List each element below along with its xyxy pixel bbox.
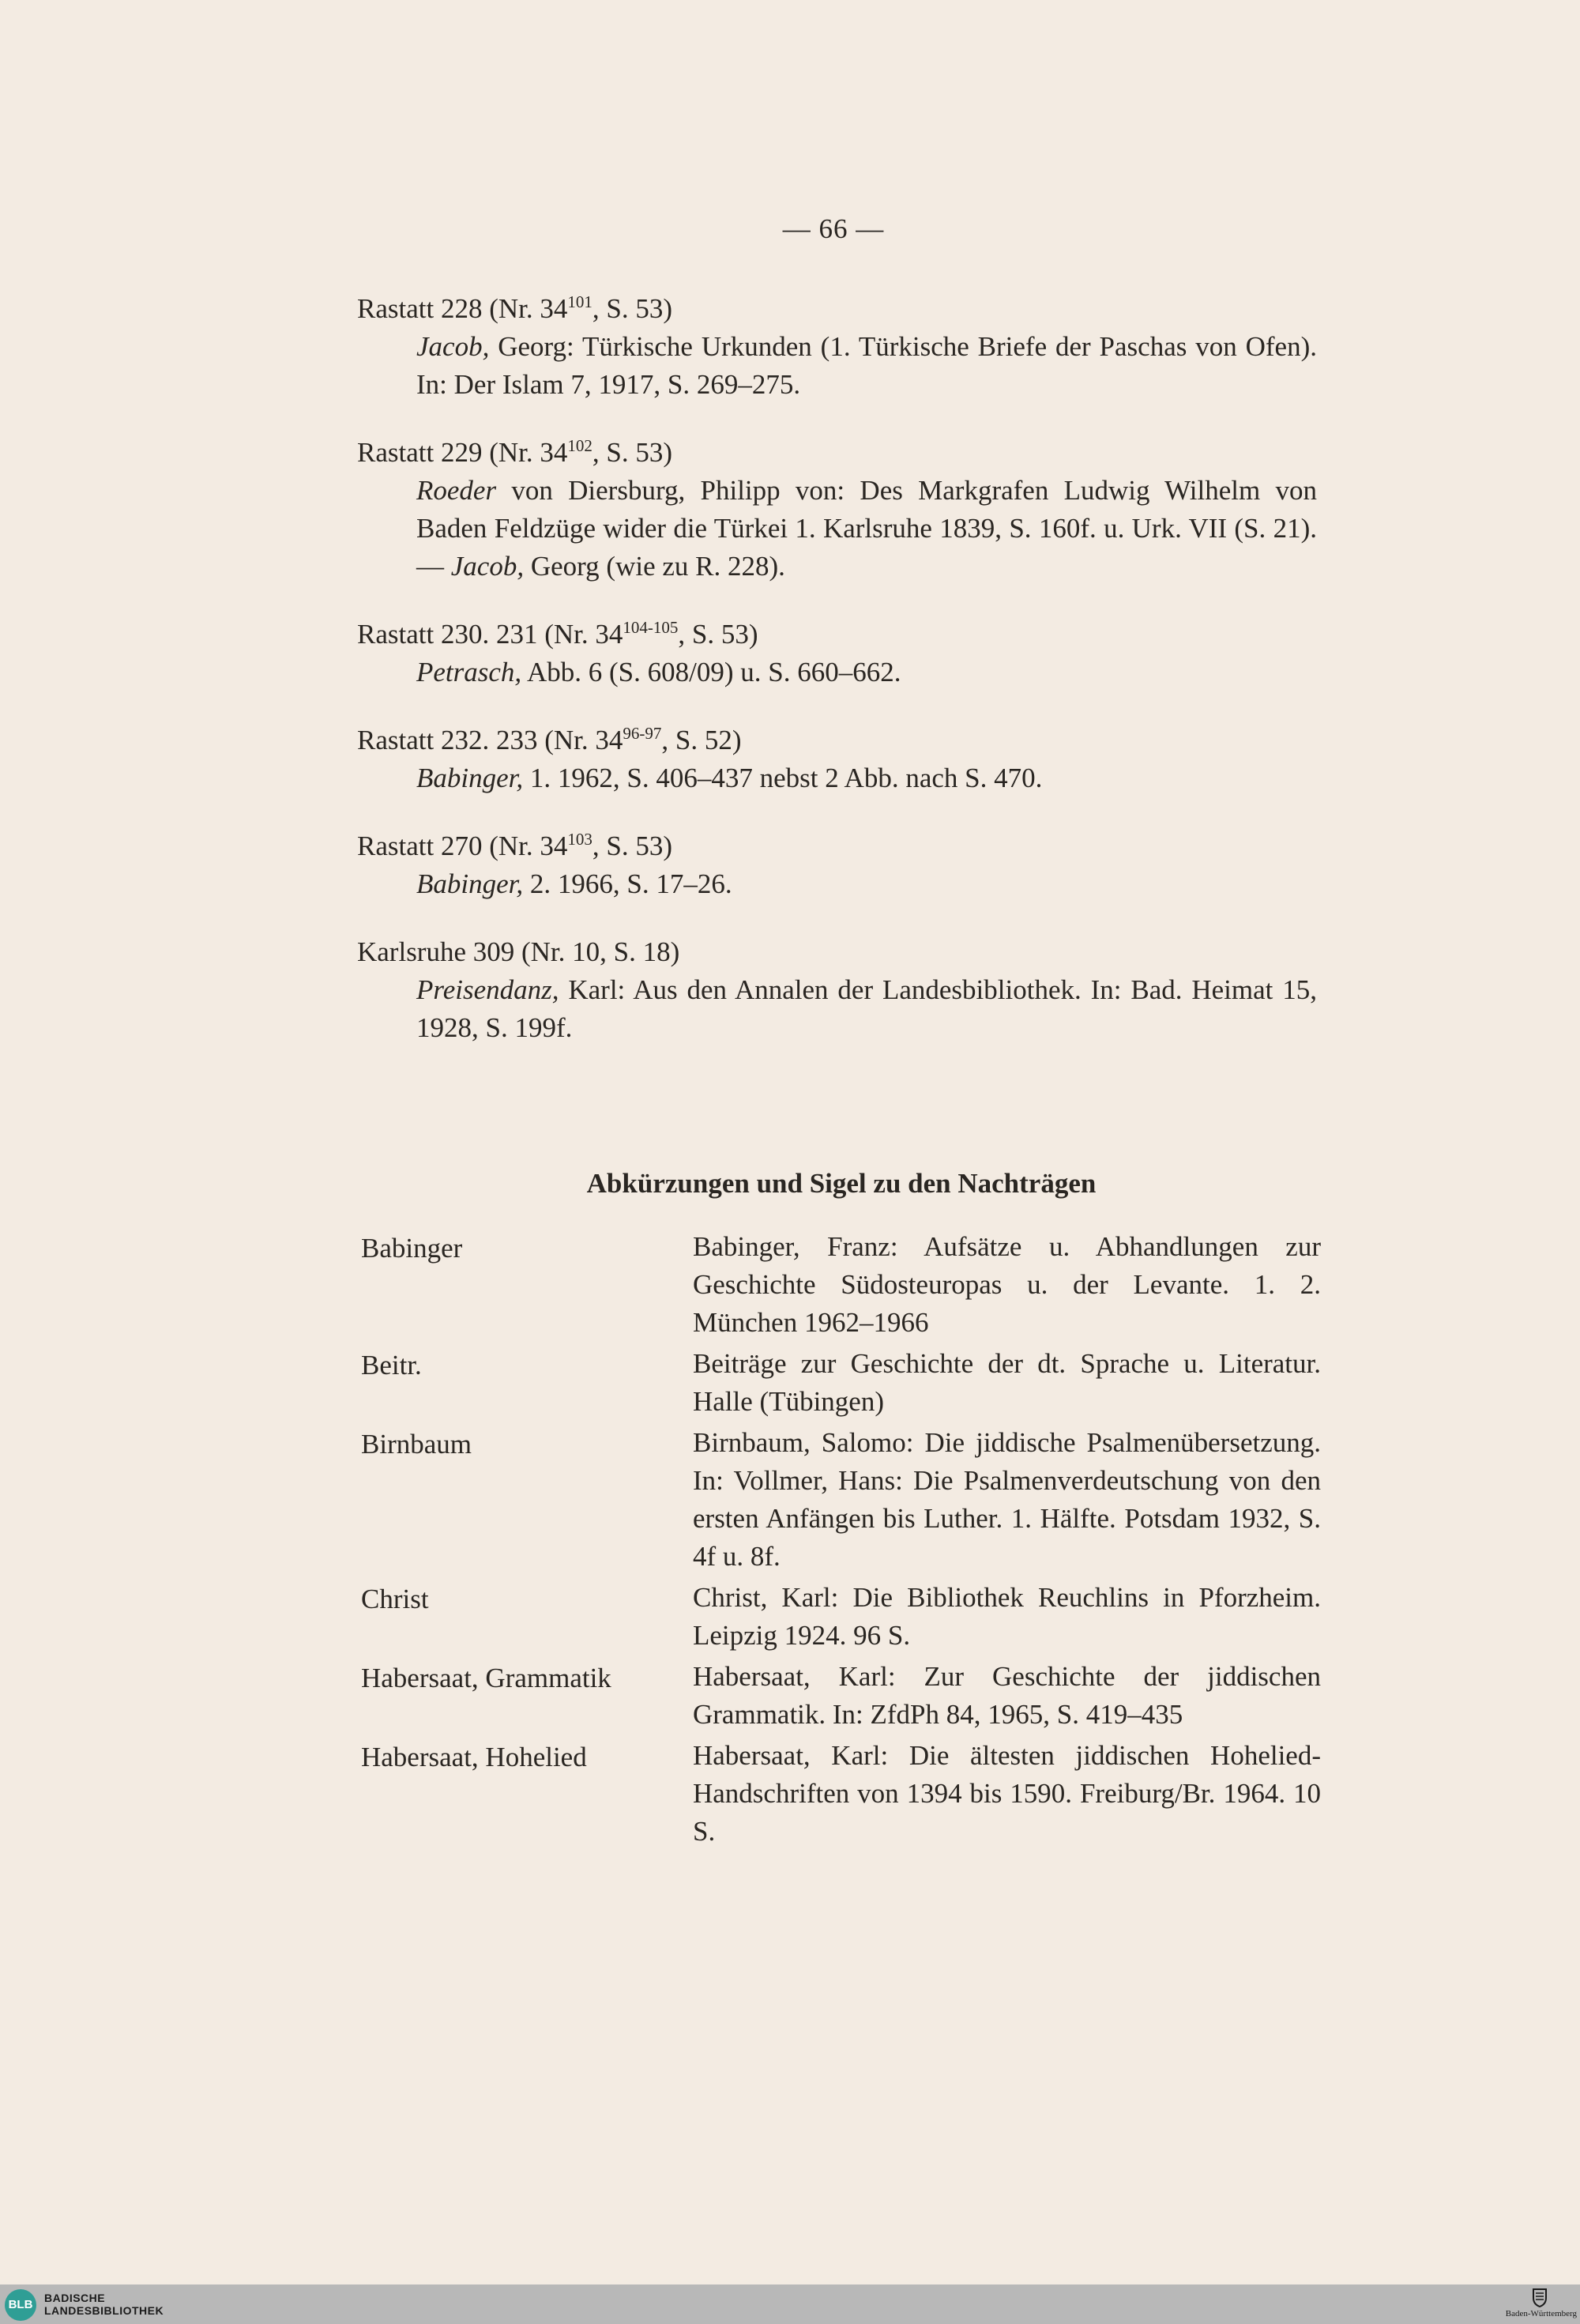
entry-heading-text: , S. 53) [592,293,672,324]
entry-heading [357,827,1321,865]
entry-citation [416,971,1317,1047]
abbreviation-row [361,1345,1325,1421]
citation-author: Jacob, [416,331,490,362]
entry-heading-superscript: 103 [567,830,592,849]
citation-text: von Diersburg, Philipp von: Des Markgrafen Ludwig Wilhelm von Baden Feldzüge wider die Türkei 1. Karlsruhe 1839, S. 160f. u. Urk. VII (S. 21). — [416,475,1317,582]
entry-citation [416,759,1317,797]
entry-citation [416,654,1317,691]
state-label: Baden-Württemberg [1505,2309,1577,2318]
citation-author: Babinger, [416,763,524,793]
abbreviation-row [361,1579,1325,1655]
library-name[interactable] [44,2292,164,2317]
entry-heading-superscript: 96-97 [623,724,662,743]
abbreviation-value: Christ, Karl: Die Bibliothek Reuchlins in Pforzheim. Leipzig 1924. 96 S. [693,1582,1321,1651]
entry-heading-text: Rastatt 228 (Nr. 34 [357,293,568,324]
abbreviation-value: Habersaat, Karl: Zur Geschichte der jiddischen Grammatik. In: ZfdPh 84, 1965, S. 419–435 [693,1661,1321,1730]
citation-text: Georg: Türkische Urkunden (1. Türkische Briefe der Paschas von Ofen). In: Der Islam 7, 1917, S. 269–275. [416,331,1317,400]
entry [357,933,1321,1047]
abbreviation-row [361,1424,1325,1576]
library-name-line: BADISCHE [44,2292,106,2304]
entry-heading [357,933,1321,971]
library-name-line: LANDESBIBLIOTHEK [44,2304,164,2317]
entry-heading [357,290,1321,328]
citation-text: Abb. 6 (S. 608/09) u. S. 660–662. [521,657,901,687]
citation-author: Babinger, [416,868,524,899]
library-footer-bar [0,2284,1580,2324]
coat-of-arms-icon [1531,2287,1548,2307]
entry-heading-superscript: 101 [567,292,592,311]
entry [357,290,1321,404]
entry-heading-superscript: 104-105 [623,618,679,637]
entry-citation [416,472,1317,586]
entry-heading [357,616,1321,654]
abbreviation-value: Babinger, Franz: Aufsätze u. Abhandlungen zur Geschichte Südosteuropas u. der Levante. 1. 2. München 1962–1966 [693,1231,1321,1338]
citation-author: Jacob, [450,551,525,582]
abbreviations-list [361,1228,1325,1854]
entry-heading [357,434,1321,472]
abbreviation-value: Birnbaum, Salomo: Die jiddische Psalmenübersetzung. In: Vollmer, Hans: Die Psalmenverdeutschung von den ersten Anfängen bis Luther. 1. Hälfte. Potsdam 1932, S. 4f u. 8f. [693,1427,1321,1572]
entry-heading-text: , S. 52) [661,725,742,755]
entry-heading-superscript: 102 [567,436,592,455]
entry [357,827,1321,903]
citation-author: Preisendanz, [416,974,559,1005]
entry-heading-text: , S. 53) [592,831,672,861]
entry [357,616,1321,691]
entry-heading-text: Rastatt 232. 233 (Nr. 34 [357,725,623,755]
abbreviation-row [361,1737,1325,1851]
abbreviation-key: Birnbaum [361,1429,472,1460]
abbreviation-key: Babinger [361,1233,463,1264]
citation-author: Petrasch, [416,657,522,687]
entry-heading-text: Rastatt 229 (Nr. 34 [357,437,568,468]
abbreviation-key: Christ [361,1584,429,1614]
abbreviation-row [361,1228,1325,1342]
entry-heading-text: Rastatt 270 (Nr. 34 [357,831,568,861]
citation-text: Georg (wie zu R. 228). [524,551,785,582]
blb-logo[interactable]: BLB [5,2289,36,2321]
entry-heading-text: , S. 53) [678,619,758,650]
page-number: — 66 — [782,213,885,244]
abbreviation-value: Habersaat, Karl: Die ältesten jiddischen Hohelied-Handschriften von 1394 bis 1590. Freiburg/Br. 1964. 10 S. [693,1740,1321,1847]
entry-citation [416,328,1317,404]
abbreviation-key: Beitr. [361,1350,422,1380]
entry-heading-text: Rastatt 230. 231 (Nr. 34 [357,619,623,650]
entry-heading-text: Karlsruhe 309 (Nr. 10, S. 18) [357,936,680,967]
abbreviation-value: Beiträge zur Geschichte der dt. Sprache u. Literatur. Halle (Tübingen) [693,1348,1321,1417]
citation-text: 1. 1962, S. 406–437 nebst 2 Abb. nach S. 470. [523,763,1043,793]
entry [357,434,1321,586]
citation-author: Roeder [416,475,497,506]
entry [357,721,1321,797]
citation-text: Karl: Aus den Annalen der Landesbibliothek. In: Bad. Heimat 15, 1928, S. 199f. [416,974,1317,1043]
reference-entries [357,290,1321,1077]
abbreviation-key: Habersaat, Hohelied [361,1742,587,1772]
entry-heading [357,721,1321,759]
citation-text: 2. 1966, S. 17–26. [523,868,732,899]
entry-heading-text: , S. 53) [592,437,672,468]
abbreviation-key: Habersaat, Grammatik [361,1663,611,1693]
abbreviations-heading: Abkürzungen und Sigel zu den Nachträgen [586,1168,1097,1199]
abbreviation-row [361,1658,1325,1734]
entry-citation [416,865,1317,903]
